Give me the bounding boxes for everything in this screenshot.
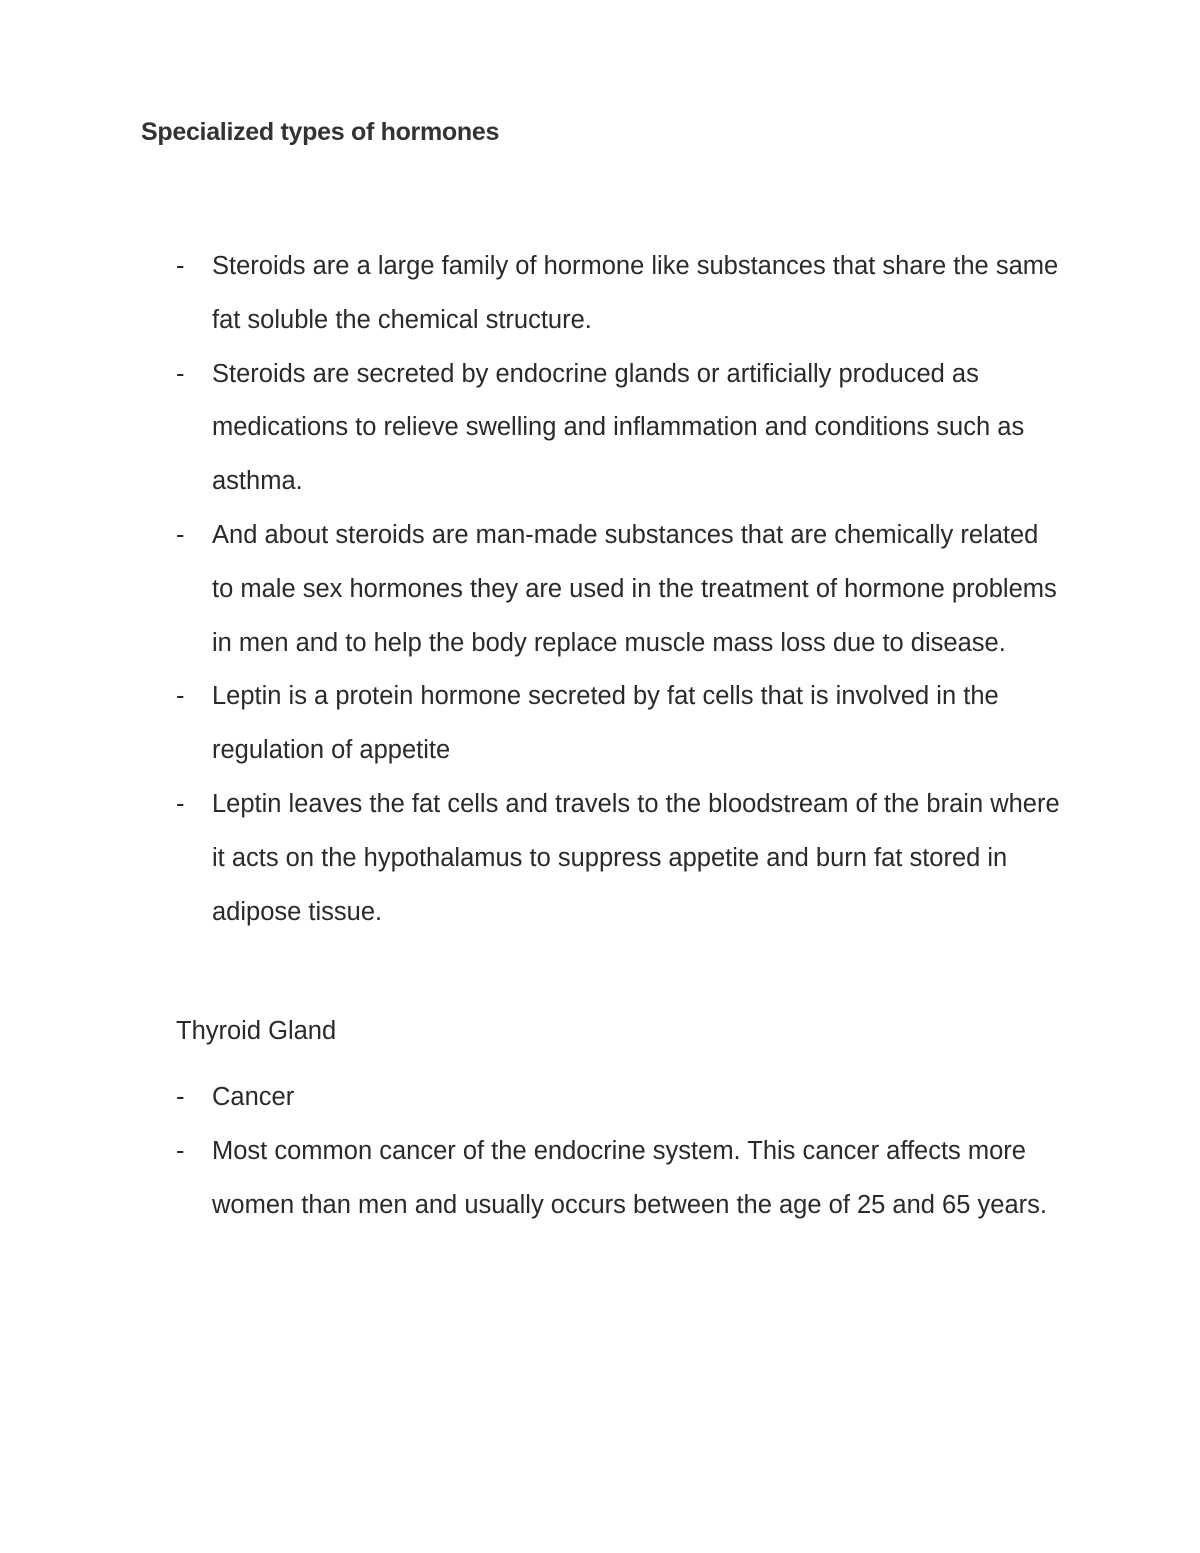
list-item-text: Most common cancer of the endocrine system. This cancer affects more women than men and usually occurs between the age of 25 and 65 years.	[212, 1136, 1047, 1219]
list-item-text: Cancer	[212, 1083, 295, 1111]
bullet-list-thyroid	[0, 1071, 1200, 1232]
section-label-thyroid-gland: Thyroid Gland	[176, 1017, 337, 1045]
list-item	[0, 778, 1200, 939]
list-item-text: Steroids are a large family of hormone like substances that share the same fat soluble the chemical structure.	[212, 252, 1059, 334]
bullet-list-hormones	[0, 240, 1200, 939]
bullet-dash: -	[176, 252, 185, 280]
list-item	[0, 1071, 1200, 1125]
list-item-text: Steroids are secreted by endocrine glands or artificially produced as medications to relieve swelling and inflammation and conditions such as asthma.	[212, 359, 1025, 496]
document-heading: Specialized types of hormones	[141, 118, 500, 146]
list-item-text: Leptin is a protein hormone secreted by fat cells that is involved in the regulation of appetite	[212, 682, 999, 765]
list-item	[0, 240, 1200, 348]
bullet-dash: -	[176, 789, 185, 818]
list-item-text: And about steroids are man-made substances that are chemically related to male sex hormones they are used in the treatment of hormone problems in men and to help the body replace muscle mass loss due to disease.	[212, 520, 1057, 657]
bullet-dash: -	[176, 1136, 185, 1165]
bullet-dash: -	[176, 682, 185, 711]
list-item	[0, 348, 1200, 509]
list-item	[0, 1125, 1200, 1233]
list-item	[0, 509, 1200, 670]
list-item	[0, 670, 1200, 778]
bullet-dash: -	[176, 520, 185, 549]
list-item-text: Leptin leaves the fat cells and travels to the bloodstream of the brain where it acts on the hypothalamus to suppress appetite and burn fat stored in adipose tissue.	[212, 789, 1060, 926]
bullet-dash: -	[176, 1083, 185, 1111]
bullet-dash: -	[176, 359, 185, 388]
